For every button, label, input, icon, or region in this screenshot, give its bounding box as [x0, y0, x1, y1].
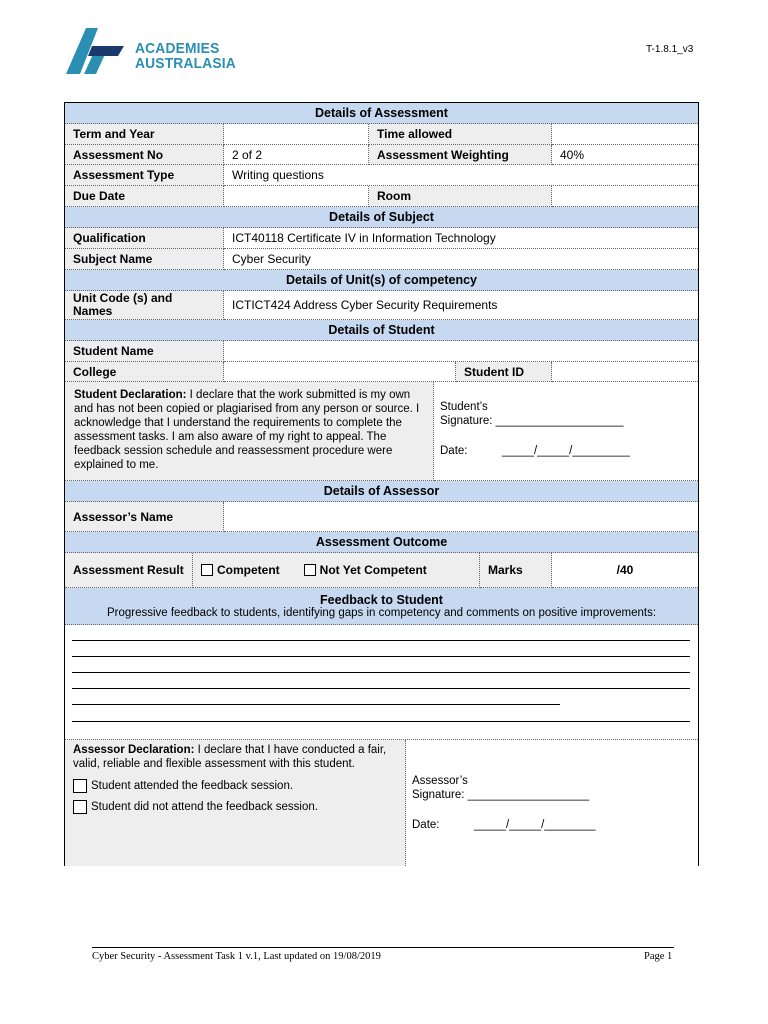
term-label: Term and Year — [65, 124, 224, 145]
assessor-signature-line-2[interactable]: Signature: ___________________ — [412, 789, 590, 801]
weighting-label: Assessment Weighting — [369, 145, 552, 165]
unit-section-header: Details of Unit(s) of competency — [65, 270, 698, 291]
assessor-date-label: Date: — [412, 819, 440, 831]
feedback-line[interactable] — [72, 640, 690, 641]
not-attended-checkbox[interactable] — [73, 800, 87, 814]
assessor-name-field[interactable] — [224, 502, 698, 532]
subject-name-value: Cyber Security — [224, 249, 698, 270]
assessment-cover-form — [64, 102, 699, 866]
not-attended-label: Student did not attend the feedback session. — [91, 801, 318, 813]
feedback-line[interactable] — [72, 704, 560, 705]
academies-australasia-logo — [64, 26, 244, 76]
feedback-area[interactable] — [65, 625, 698, 740]
time-allowed-field[interactable] — [552, 124, 698, 145]
competent-label: Competent — [217, 563, 280, 577]
student-signature-line-1: Student’s — [440, 401, 488, 413]
student-declaration-text: I declare that the work submitted is my own and has not been copied or plagiarised from any person or source. I acknowledge that I understand the requirements to complete the assessment tasks. I am also aware of my right to appeal. The feedback session schedule and reassessment procedure were explained to me. — [74, 389, 420, 471]
student-signature-block[interactable] — [434, 382, 698, 481]
logo-mark-icon — [64, 26, 128, 76]
qualification-value: ICT40118 Certificate IV in Information Technology — [224, 228, 698, 249]
assessor-section-header: Details of Assessor — [65, 481, 698, 502]
attended-checkbox[interactable] — [73, 779, 87, 793]
subject-section-header: Details of Subject — [65, 207, 698, 228]
assessment-type-value: Writing questions — [224, 165, 698, 186]
student-name-label: Student Name — [65, 341, 224, 362]
feedback-subheader: Progressive feedback to students, identifying gaps in competency and comments on positive improvements: — [106, 607, 657, 619]
room-label: Room — [369, 186, 552, 207]
due-date-label: Due Date — [65, 186, 224, 207]
student-declaration-title: Student Declaration: — [74, 389, 187, 401]
term-field[interactable] — [224, 124, 369, 145]
assessor-date-field[interactable]: _____/_____/________ — [474, 819, 596, 831]
college-field[interactable] — [224, 362, 456, 382]
assessment-no-value: 2 of 2 — [224, 145, 369, 165]
not-yet-competent-checkbox[interactable] — [304, 564, 316, 576]
unit-code-label: Unit Code (s) and Names — [65, 291, 224, 320]
college-label: College — [65, 362, 224, 382]
marks-field[interactable]: /40 — [552, 553, 698, 588]
marks-label: Marks — [480, 553, 552, 588]
attended-label: Student attended the feedback session. — [91, 780, 294, 792]
competent-checkbox[interactable] — [201, 564, 213, 576]
student-name-field[interactable] — [224, 341, 698, 362]
student-id-field[interactable] — [552, 362, 698, 382]
assessment-section-header: Details of Assessment — [65, 103, 698, 124]
not-yet-competent-label: Not Yet Competent — [319, 563, 427, 577]
weighting-value: 40% — [552, 145, 698, 165]
assessment-no-label: Assessment No — [65, 145, 224, 165]
student-signature-line-2[interactable]: Signature: ____________________ — [440, 415, 624, 427]
brand-line-1: ACADEMIES — [135, 40, 220, 57]
assessor-signature-block[interactable] — [406, 740, 698, 866]
footer-divider — [92, 947, 674, 948]
assessor-signature-line-1: Assessor’s — [412, 775, 468, 787]
assessment-result-label: Assessment Result — [65, 553, 193, 588]
unit-code-value: ICTICT424 Address Cyber Security Requirements — [224, 291, 698, 320]
assessor-declaration-title: Assessor Declaration: — [73, 744, 195, 756]
feedback-line[interactable] — [72, 656, 690, 657]
student-date-field[interactable]: _____/_____/_________ — [502, 445, 630, 457]
result-options — [193, 553, 480, 588]
assessor-name-label: Assessor’s Name — [65, 502, 224, 532]
assessor-declaration-text: I declare that I have conducted a fair, valid, reliable and flexible assessment with this student. — [73, 744, 387, 770]
subject-name-label: Subject Name — [65, 249, 224, 270]
footer-document-info: Cyber Security - Assessment Task 1 v.1, Last updated on 19/08/2019 — [92, 951, 381, 962]
outcome-section-header: Assessment Outcome — [65, 532, 698, 553]
assessor-declaration — [65, 740, 406, 866]
qualification-label: Qualification — [65, 228, 224, 249]
due-date-field[interactable] — [224, 186, 369, 207]
footer-page-number: Page 1 — [644, 951, 673, 962]
feedback-line[interactable] — [72, 688, 690, 689]
feedback-section-header — [65, 588, 698, 625]
feedback-line[interactable] — [72, 672, 690, 673]
student-declaration — [65, 382, 434, 481]
feedback-line[interactable] — [72, 721, 690, 722]
student-id-label: Student ID — [456, 362, 552, 382]
student-section-header: Details of Student — [65, 320, 698, 341]
document-code: T-1.8.1_v3 — [646, 44, 694, 55]
room-field[interactable] — [552, 186, 698, 207]
time-allowed-label: Time allowed — [369, 124, 552, 145]
brand-line-2: AUSTRALASIA — [135, 55, 236, 72]
feedback-title: Feedback to Student — [320, 593, 443, 607]
student-date-label: Date: — [440, 445, 468, 457]
assessment-type-label: Assessment Type — [65, 165, 224, 186]
